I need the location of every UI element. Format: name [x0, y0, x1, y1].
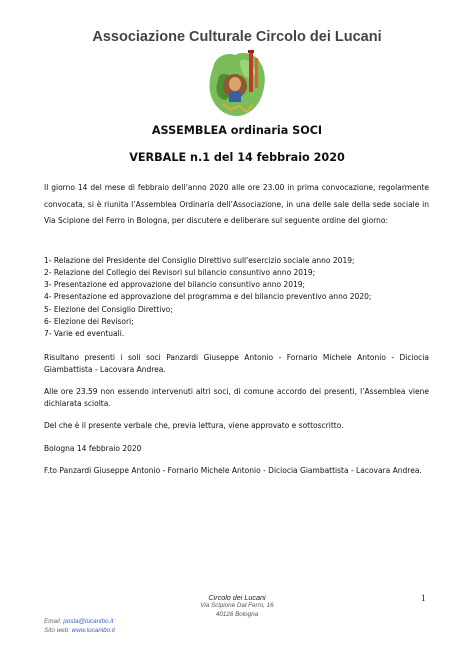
- agenda-item: 4- Presentazione ed approvazione del programma e del bilancio preventivo anno 2020;: [44, 292, 372, 302]
- approval-paragraph: Del che è il presente verbale che, previa lettura, viene approvato e sottoscritto.: [44, 421, 344, 430]
- document-subtitle: VERBALE n.1 del 14 febbraio 2020: [129, 151, 345, 164]
- agenda-item: 3- Presentazione ed approvazione del bilancio consuntivo anno 2019;: [44, 280, 306, 290]
- footer-name: Circolo dei Lucani: [208, 593, 266, 602]
- organization-title: Associazione Culturale Circolo dei Lucani: [92, 29, 382, 45]
- agenda-item: 6- Elezione dei Revisori;: [44, 316, 134, 326]
- contact-website: [44, 627, 115, 634]
- footer-city: 40126 Bologna: [215, 611, 259, 618]
- agenda-item: 7- Varie ed eventuali.: [44, 328, 125, 338]
- footer-address: Via Scipione Dal Ferro, 16: [200, 602, 274, 609]
- agenda-item: 5- Elezione del Consiglio Direttivo;: [44, 304, 173, 314]
- email-link[interactable]: posta@lucanibo.it: [63, 618, 114, 625]
- signature-line: F.to Panzardi Giuseppe Antonio - Fornario Michele Antonio - Diciocia Giambattista - Lacovara Andrea.: [44, 466, 422, 475]
- contact-email: [44, 618, 113, 625]
- attendees-paragraph: Risultano presenti i soli soci Panzardi Giuseppe Antonio - Fornario Michele Antonio - Diciocia Giambattista - Lacovara Andrea.: [44, 353, 429, 374]
- intro-paragraph: Il giorno 14 del mese di febbraio dell’anno 2020 alle ore 23.00 in prima convocazione, regolarmente convocata, si è riunita l’Assemblea Ordinaria dell’Associazione, in una delle sale della sede sociale in Via Scipione del Ferro in Bologna, per discutere e deliberare sul seguente ordine del giorno:: [44, 183, 429, 225]
- association-logo: [205, 46, 269, 120]
- email-label: Email:: [44, 618, 62, 625]
- website-link[interactable]: www.lucanibo.it: [71, 627, 116, 634]
- agenda-item: 1- Relazione del Presidente del Consiglio Direttivo sull'esercizio sociale anno 2019;: [44, 256, 355, 265]
- document-title: ASSEMBLEA ordinaria SOCI: [151, 124, 323, 137]
- agenda-list: [44, 255, 429, 340]
- page-number: 1: [421, 593, 426, 603]
- website-label: Sito web:: [44, 627, 70, 634]
- closing-paragraph: Alle ore 23.59 non essendo intervenuti altri soci, di comune accordo dei presenti, l’Assemblea viene dichiarata sciolta.: [44, 387, 429, 408]
- date-line: Bologna 14 febbraio 2020: [44, 444, 142, 453]
- agenda-item: 2- Relazione del Collegio dei Revisori sul bilancio consuntivo anno 2019;: [44, 268, 316, 278]
